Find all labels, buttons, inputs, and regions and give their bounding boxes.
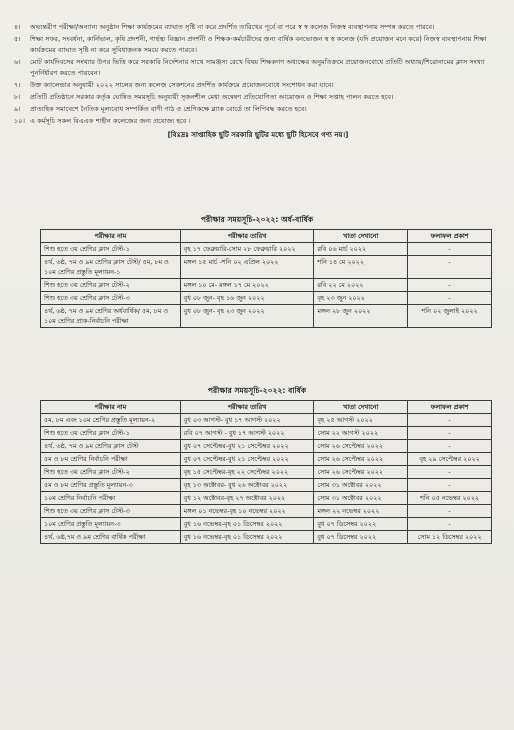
result-cell: - bbox=[408, 479, 492, 492]
script-showing-cell: বৃহ ২৫ আগস্ট ২০২২ bbox=[314, 414, 408, 427]
note-text: প্রতিটি প্রতিষ্ঠানে সরকার কর্তৃক ঘোষিত সময়সূচি অনুযায়ী সৃজনশীল মেধা অন্বেষণ প্রতিযোগিতা আয়োজন ও শিক্ষা সপ্তাহ পালন করতে হবে। bbox=[30, 93, 394, 101]
column-header: ফলাফল প্রকাশ bbox=[408, 401, 492, 414]
table-row bbox=[41, 414, 492, 427]
column-header: পরীক্ষার নাম bbox=[41, 230, 181, 243]
note-number: ১০। bbox=[14, 117, 25, 125]
exam-date-cell: বুধ ০৭ সেপ্টেম্বর-বুধ ২১ সেপ্টেম্বর ২০২২ bbox=[180, 440, 314, 453]
exam-name-cell: ৪র্থ, ৬ষ্ঠ, ৭ম ও ৯ম শ্রেণির ক্লাস টেস্ট/ ৫ম, ৮ম ও ১০ম শ্রেণির প্রস্তুতি মূল্যায়ন-১ bbox=[41, 256, 181, 279]
exam-date-cell: বুধ ০৮ জুন- বৃহ ১৬ জুন ২০২২ bbox=[180, 292, 314, 305]
script-showing-cell: সোম ২৬ সেপ্টেম্বর ২০২২ bbox=[314, 466, 408, 479]
exam-name-cell: শিশু হতে ৩য় শ্রেণির ক্লাস টেস্ট-১ bbox=[41, 427, 181, 440]
table-row bbox=[41, 305, 492, 328]
exam-name-cell: শিশু হতে ৩য় শ্রেণির ক্লাস টেস্ট-২ bbox=[41, 466, 181, 479]
result-cell: সোম ১২ ডিসেম্বর ২০২২ bbox=[408, 531, 492, 544]
exam-date-cell: বুধ ০৩ আগস্ট- বুধ ১৭ আগস্ট ২০২২ bbox=[180, 414, 314, 427]
note-text: অভ্যন্তরীণ পরীক্ষা/অন্যান্য অনুষ্ঠান শিক্ষা কার্যক্রমের ব্যাঘাত সৃষ্টি না করে প্রদর্শিত তারিখের পূর্বে বা পরে স্ব স্ব কলেজ নিজস্ব ব্যবস্থাপনায় সম্পন্ন করতে পারবে। bbox=[30, 23, 435, 31]
exam-date-cell: বৃহ ১৩ অক্টোবর- বুধ ২৬ অক্টোবর ২০২২ bbox=[180, 479, 314, 492]
annual-schedule-title: পরীক্ষার সময়সূচি-২০২২: বার্ষিক bbox=[207, 386, 307, 395]
note-item bbox=[14, 116, 502, 127]
note-item bbox=[14, 92, 502, 103]
script-showing-cell: মঙ্গল ২২ নভেম্বর ২০২২ bbox=[314, 505, 408, 518]
script-showing-cell: সোম ৩১ অক্টোবর ২০২২ bbox=[314, 479, 408, 492]
table-row bbox=[41, 492, 492, 505]
note-item bbox=[14, 34, 502, 56]
ending-note: [বিঃদ্রঃ সাপ্তাহিক ছুটি সরকারি ছুটির মধ্যে ছুটি হিসেবে গণ্য নয়।] bbox=[167, 131, 349, 139]
result-cell: - bbox=[408, 414, 492, 427]
table-row bbox=[41, 453, 492, 466]
note-text: উক্ত ক্যালেন্ডার অনুযায়ী ২০২২ সালের জন্য কলেজ সেকশনের প্রদর্শিত কার্যক্রমে প্রয়োজনবোধে সংশোধন করা যাবে। bbox=[30, 81, 334, 89]
note-item bbox=[14, 80, 502, 91]
column-header: খাতা দেখানো bbox=[314, 230, 408, 243]
half-yearly-schedule-table bbox=[40, 229, 492, 328]
note-number: ৮। bbox=[14, 93, 21, 101]
note-number: ৬। bbox=[14, 58, 21, 66]
table-row bbox=[41, 531, 492, 544]
exam-date-cell: বুধ ০৭ সেপ্টেম্বর-বুধ ২১ সেপ্টেম্বর ২০২২ bbox=[180, 453, 314, 466]
table-header-row bbox=[41, 230, 492, 243]
note-number: ৪। bbox=[14, 23, 21, 31]
result-cell: - bbox=[408, 279, 492, 292]
table-header-row bbox=[41, 401, 492, 414]
exam-name-cell: ৫ম ও ৮ম শ্রেণির নির্বাচনি পরীক্ষা bbox=[41, 453, 181, 466]
exam-date-cell: বুধ ০৮ জুন- বৃহ ২৩ জুন ২০২২ bbox=[180, 305, 314, 328]
column-header: ফলাফল প্রকাশ bbox=[408, 230, 492, 243]
result-cell: বৃহ ২৯ সেপ্টেম্বর ২০২২ bbox=[408, 453, 492, 466]
note-number: ৯। bbox=[14, 105, 21, 113]
table-row bbox=[41, 292, 492, 305]
result-cell: - bbox=[408, 518, 492, 531]
script-showing-cell: সোম ২২ আগস্ট ২০২২ bbox=[314, 427, 408, 440]
note-item bbox=[14, 22, 502, 33]
note-item bbox=[14, 57, 502, 79]
note-text: এ কর্মসূচি সকল বিএএফ শাহীন কলেজের জন্য প্রযোজ্য হবে । bbox=[30, 117, 191, 125]
result-cell: - bbox=[408, 505, 492, 518]
table-row bbox=[41, 440, 492, 453]
result-cell: - bbox=[408, 427, 492, 440]
result-cell: - bbox=[408, 466, 492, 479]
column-header: খাতা দেখানো bbox=[314, 401, 408, 414]
exam-date-cell: মঙ্গল ১৫ মার্চ -শনি ০২ এপ্রিল ২০২২ bbox=[180, 256, 314, 279]
annual-schedule-table bbox=[40, 400, 492, 544]
exam-name-cell: ৫ম, ৮ম এবং ১০ম শ্রেণির প্রস্তুতি মূল্যায়ন-২ bbox=[41, 414, 181, 427]
note-number: ৭। bbox=[14, 81, 21, 89]
table-row bbox=[41, 518, 492, 531]
script-showing-cell: সোম ২৬ সেপ্টেম্বর ২০২২ bbox=[314, 440, 408, 453]
column-header: পরীক্ষার তারিখ bbox=[180, 230, 314, 243]
script-showing-cell: বুধ ০৭ ডিসেম্বর ২০২২ bbox=[314, 518, 408, 531]
exam-name-cell: ৫ম ও ৮ম শ্রেণির প্রস্তুতি মূল্যায়ন-৩ bbox=[41, 479, 181, 492]
exam-date-cell: মঙ্গল ১০ মে- মঙ্গল ১৭ মে ২০২২ bbox=[180, 279, 314, 292]
exam-name-cell: ৪র্থ, ৬ষ্ঠ, ৭ম ও ৯ম শ্রেণির ক্লাস টেস্ট bbox=[41, 440, 181, 453]
script-showing-cell: রবি ০৬ মার্চ ২০২২ bbox=[314, 243, 408, 256]
exam-date-cell: বুধ ১৬ নভেম্বর-বৃহ ০১ ডিসেম্বর ২০২২ bbox=[180, 531, 314, 544]
half-yearly-schedule-title: পরীক্ষার সময়সূচি-২০২২: অর্ধ-বার্ষিক bbox=[200, 215, 314, 224]
exam-date-cell: বুধ ১৬ নভেম্বর-বৃহ ০১ ডিসেম্বর ২০২২ bbox=[180, 518, 314, 531]
note-number: ৫। bbox=[14, 35, 21, 43]
exam-date-cell: বৃহ ১৫ সেপ্টেম্বর-বৃহ ২২ সেপ্টেম্বর ২০২২ bbox=[180, 466, 314, 479]
table-row bbox=[41, 279, 492, 292]
table-row bbox=[41, 256, 492, 279]
exam-date-cell: মঙ্গল ০১ নভেম্বর-বৃহ ১০ নভেম্বর ২০২২ bbox=[180, 505, 314, 518]
exam-name-cell: শিশু হতে ৩য় শ্রেণির ক্লাস টেস্ট-৩ bbox=[41, 292, 181, 305]
result-cell: - bbox=[408, 243, 492, 256]
result-cell: শনি ০৫ নভেম্বর ২০২২ bbox=[408, 492, 492, 505]
column-header: পরীক্ষার নাম bbox=[41, 401, 181, 414]
exam-date-cell: বুধ ১২ অক্টোবর-বৃহ ২৭ অক্টোবর ২০২২ bbox=[180, 492, 314, 505]
note-text: মোট কার্যদিবসের সংখ্যার উপর ভিত্তি করে সরকারি নির্দেশনার সাথে সামঞ্জস্য রেখে বিষয় শিক্ষকগণ অধ্যক্ষের অনুমতিক্রমে প্রয়োজনবোধে প্রতিটি অধ্যায়/শিরোনামের ক্লাস সংখ্যা পুনর্নির্ধারণ করতে পারবেন। bbox=[30, 58, 485, 77]
exam-date-cell: বৃহ ১৭ ফেব্রুয়ারি-সোম ২৮ ফেব্রুয়ারি ২০২২ bbox=[180, 243, 314, 256]
script-showing-cell: বুধ ০৭ ডিসেম্বর ২০২২ bbox=[314, 531, 408, 544]
exam-name-cell: ৪র্থ, ৬ষ্ঠ, ৭ম ও ৯ম শ্রেণির অর্ধবার্ষিক/ ৫ম, ৮ম ও ১০ম শ্রেণির প্রাক-নির্বাচনি পরীক্ষা bbox=[41, 305, 181, 328]
script-showing-cell: সোম ২৬ সেপ্টেম্বর ২০২২ bbox=[314, 453, 408, 466]
exam-name-cell: শিশু হতে ৩য় শ্রেণির ক্লাস টেস্ট-৩ bbox=[41, 505, 181, 518]
table-row bbox=[41, 505, 492, 518]
note-text: প্রাত্যহিক সমাবেশে নৈতিক মূল্যবোধ সম্পর্কিত বাণী পাঠ ও শ্রেণিকক্ষে ব্ল্যাক বোর্ডে তা লিপিবদ্ধ করতে হবে। bbox=[30, 105, 307, 113]
column-header: পরীক্ষার তারিখ bbox=[180, 401, 314, 414]
result-cell: শনি ০২ জুলাই ২০২২ bbox=[408, 305, 492, 328]
result-cell: - bbox=[408, 256, 492, 279]
result-cell: - bbox=[408, 440, 492, 453]
exam-name-cell: শিশু হতে ৩য় শ্রেণির ক্লাস টেস্ট-২ bbox=[41, 279, 181, 292]
table-row bbox=[41, 427, 492, 440]
exam-name-cell: শিশু হতে ৩য় শ্রেণির ক্লাস টেস্ট-১ bbox=[41, 243, 181, 256]
script-showing-cell: রবি ২২ মে ২০২২ bbox=[314, 279, 408, 292]
table-row bbox=[41, 243, 492, 256]
notes-list bbox=[14, 22, 502, 141]
exam-name-cell: ১০ম শ্রেণির নির্বাচনি পরীক্ষা bbox=[41, 492, 181, 505]
result-cell: - bbox=[408, 292, 492, 305]
exam-date-cell: রবি ০৭ আগস্ট - বুধ ১৭ আগস্ট ২০২২ bbox=[180, 427, 314, 440]
script-showing-cell: বৃহ ২৩ জুন ২০২২ bbox=[314, 292, 408, 305]
exam-name-cell: ১০ম শ্রেণির প্রস্তুতি মূল্যায়ন-৩ bbox=[41, 518, 181, 531]
table-row bbox=[41, 466, 492, 479]
exam-name-cell: ৪র্থ, ৬ষ্ঠ,৭ম ও ৯ম শ্রেণির বার্ষিক পরীক্ষা bbox=[41, 531, 181, 544]
script-showing-cell: সোম ৩১ অক্টোবর ২০২২ bbox=[314, 492, 408, 505]
note-item bbox=[14, 104, 502, 115]
script-showing-cell: শনি ১৪ মে ২০২২ bbox=[314, 256, 408, 279]
note-text: শিক্ষা সফর, সংবর্ধনা, কার্নিভাল, কৃষি প্রদর্শনী, গার্হস্থ্য বিজ্ঞান প্রদর্শনী ও শিক্ষক-কর্মচারীদের জন্য বার্ষিক বনভোজন স্ব স্ব কলেজ (যদি প্রয়োজন মনে করে) নিজস্ব ব্যবস্থাপনায় শিক্ষা কার্যক্রমের ব্যাঘাত সৃষ্টি না করে সুবিধাজনক সময়ে করতে পারবে। bbox=[30, 35, 487, 54]
table-row bbox=[41, 479, 492, 492]
script-showing-cell: মঙ্গল ২৮ জুন ২০২২ bbox=[314, 305, 408, 328]
